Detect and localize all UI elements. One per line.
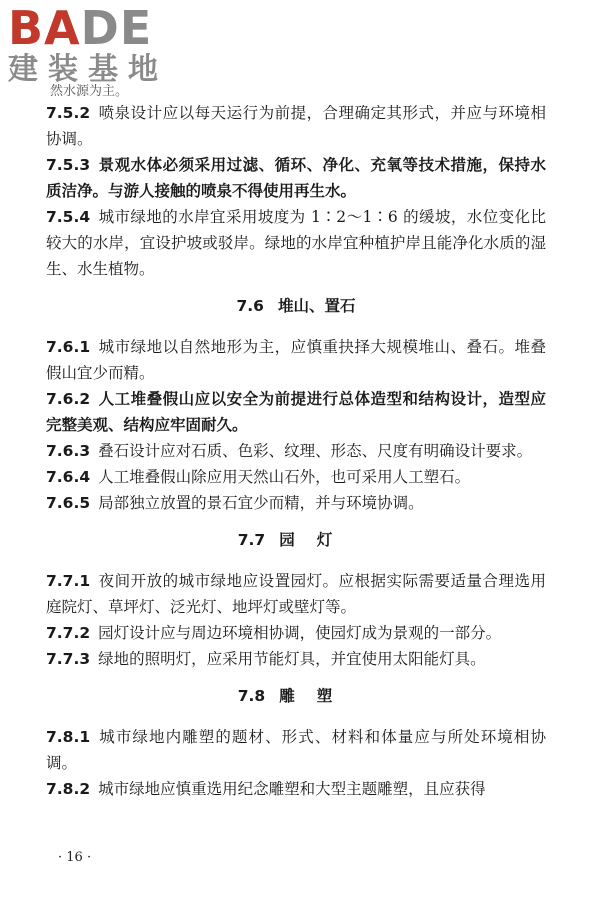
page-number: · 16 · (58, 850, 92, 865)
section-title: 雕塑 (279, 686, 355, 705)
clause-number: 7.7.1 (46, 572, 91, 590)
logo-rest-text: DE (80, 1, 153, 55)
clause-text: 局部独立放置的景石宜少而精，并与环境协调。 (98, 494, 424, 512)
clause-text: 喷泉设计应以每天运行为前提，合理确定其形式，并应与环境相协调。 (46, 104, 546, 148)
clause-text: 城市绿地内雕塑的题材、形式、材料和体量应与所处环境相协调。 (46, 728, 546, 772)
clause-number: 7.5.3 (46, 156, 91, 174)
clause-number: 7.8.1 (46, 728, 91, 746)
clause-text: 城市绿地以自然地形为主，应慎重抉择大规模堆山、叠石。堆叠假山宜少而精。 (46, 338, 546, 382)
clause-number: 7.6.2 (46, 390, 91, 408)
clause-text: 人工堆叠假山应以安全为前提进行总体造型和结构设计，造型应完整美观、结构应牢固耐久。 (46, 389, 546, 434)
clause-number: 7.8.2 (46, 780, 91, 798)
clause-number: 7.6.4 (46, 468, 91, 486)
clause-item (46, 646, 546, 672)
section-number: 7.8 (237, 687, 266, 705)
logo-wordmark (8, 1, 168, 55)
clause-number: 7.7.2 (46, 624, 91, 642)
clause-item (46, 620, 546, 646)
clause-text: 城市绿地应慎重选用纪念雕塑和大型主题雕塑，且应获得 (98, 780, 486, 798)
logo-accent-text: BA (8, 1, 81, 55)
clause-text: 夜间开放的城市绿地应设置园灯。应根据实际需要适量合理选用庭院灯、草坪灯、泛光灯、地坪灯或壁灯等。 (46, 572, 546, 616)
section-title: 园灯 (279, 530, 355, 549)
clause-number: 7.5.2 (46, 104, 91, 122)
clause-text: 园灯设计应与周边环境相协调，使园灯成为景观的一部分。 (98, 624, 502, 642)
section-number: 7.6 (236, 297, 264, 315)
section-title: 堆山、置石 (277, 296, 356, 315)
section-heading (46, 527, 546, 553)
clause-number: 7.6.5 (46, 494, 91, 512)
clause-number: 7.6.3 (46, 442, 91, 460)
clause-number: 7.6.1 (46, 338, 91, 356)
clause-item (46, 464, 546, 490)
clause-text: 绿地的照明灯，应采用节能灯具，并宜使用太阳能灯具。 (98, 650, 486, 668)
cut-off-line: 然水源为主。 (50, 84, 129, 99)
clause-text: 景观水体必须采用过滤、循环、净化、充氧等技术措施，保持水质洁净。与游人接触的喷泉不得使用再生水。 (46, 155, 546, 200)
clause-list (46, 100, 546, 802)
watermark-logo (8, 1, 168, 87)
logo-subtitle: 建装基地 (8, 52, 168, 87)
clause-item (46, 386, 546, 438)
document-page (46, 84, 546, 802)
section-heading (46, 293, 546, 319)
clause-item (46, 438, 546, 464)
clause-item (46, 100, 546, 152)
clause-item (46, 776, 546, 802)
clause-text: 叠石设计应对石质、色彩、纹理、形态、尺度有明确设计要求。 (98, 442, 533, 460)
clause-item (46, 334, 546, 386)
clause-item (46, 152, 546, 204)
clause-item (46, 568, 546, 620)
clause-item (46, 724, 546, 776)
clause-text: 人工堆叠假山除应用天然山石外，也可采用人工塑石。 (98, 468, 471, 486)
clause-text: 城市绿地的水岸宜采用坡度为 1∶2～1∶6 的缓坡，水位变化比较大的水岸，宜设护坡或驳岸。绿地的水岸宜种植护岸且能净化水质的湿生、水生植物。 (46, 208, 546, 278)
clause-item (46, 204, 546, 282)
section-heading (46, 683, 546, 709)
clause-number: 7.5.4 (46, 208, 91, 226)
clause-number: 7.7.3 (46, 650, 91, 668)
clause-item (46, 490, 546, 516)
section-number: 7.7 (237, 531, 266, 549)
